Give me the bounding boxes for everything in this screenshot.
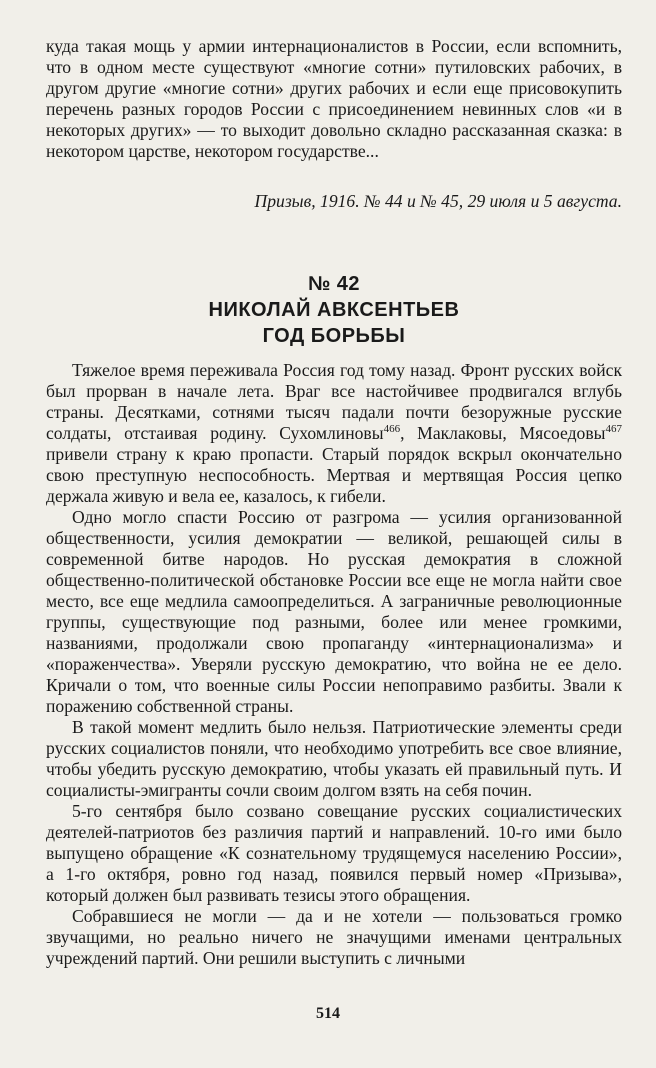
paragraph-1-part-a: Тяжелое время переживала Россия год тому назад. Фронт русских войск был прорван в начале лета. Враг все настойчивее продвигался вглубь страны. Десятками, сотнями тысяч падали почти безоружные русские солдаты, отстаивая родину. Сухомлиновы xyxy=(46,360,622,443)
paragraph-1 xyxy=(46,360,622,507)
document-number: № 42 xyxy=(307,273,361,295)
paragraph-2: Одно могло спасти Россию от разгрома — усилия организованной общественности, усилия демократии — великой, решающей силы в современной битве народов. Но русская демократия в сложной общественно-политической обстановке России все еще не могла найти свое место, все еще медлила самоопределиться. А заграничные революционные группы, существующие под разными, более или менее громкими, названиями, продолжали свою пропаганду «интернационализма» и «пораженчества». Уверяли русскую демократию, что война не ее дело. Кричали о том, что военные силы России непоправимо разбиты. Звали к поражению собственной страны. xyxy=(46,507,622,716)
body-text xyxy=(46,360,622,969)
paragraph-1-part-c: привели страну к краю пропасти. Старый порядок вскрыл окончательно свою преступную неспособность. Мертвая и мертвящая Россия цепко держала живую и вела ее, казалось, к гибели. xyxy=(46,444,622,506)
document-author: НИКОЛАЙ АВКСЕНТЬЕВ xyxy=(208,299,460,321)
document-title: ГОД БОРЬБЫ xyxy=(262,325,406,347)
intro-text: куда такая мощь у армии интернационалистов в России, если вспомнить, что в одном месте существуют «многие сотни» путиловских рабочих, в другом другие «многие сотни» других рабочих и если еще присовокупить перечень разных городов России с присоединением невинных слов «и в некоторых других» — то выходит довольно складно рассказанная сказка: в некотором царстве, некотором государстве... xyxy=(46,36,622,161)
intro-paragraph xyxy=(46,36,622,162)
footnote-ref-467: 467 xyxy=(605,423,622,435)
footnote-ref-466: 466 xyxy=(383,423,401,435)
paragraph-1-part-b: , Маклаковы, Мясоедовы xyxy=(400,423,606,443)
paragraph-5: Собравшиеся не могли — да и не хотели — пользоваться громко звучащими, но реально ничего не значущими именами центральных учреждений партий. Они решили выступить с личными xyxy=(46,906,622,968)
source-citation: Призыв, 1916. № 44 и № 45, 29 июля и 5 августа. xyxy=(254,191,622,211)
paragraph-3: В такой момент медлить было нельзя. Патриотические элементы среди русских социалистов поняли, что необходимо употребить все свое влияние, чтобы убедить русскую демократию, чтобы указать ей правильный путь. И социалисты-эмигранты сочли своим долгом взять на себя почин. xyxy=(46,717,622,800)
paragraph-4: 5-го сентября было созвано совещание русских социалистических деятелей-патриотов без различия партий и направлений. 10-го ими было выпущено обращение «К сознательному трудящемуся населению России», а 1-го октября, ровно год назад, появился первый номер «Призыва», который должен был развивать тезисы этого обращения. xyxy=(46,801,622,905)
page-number: 514 xyxy=(316,1005,340,1022)
